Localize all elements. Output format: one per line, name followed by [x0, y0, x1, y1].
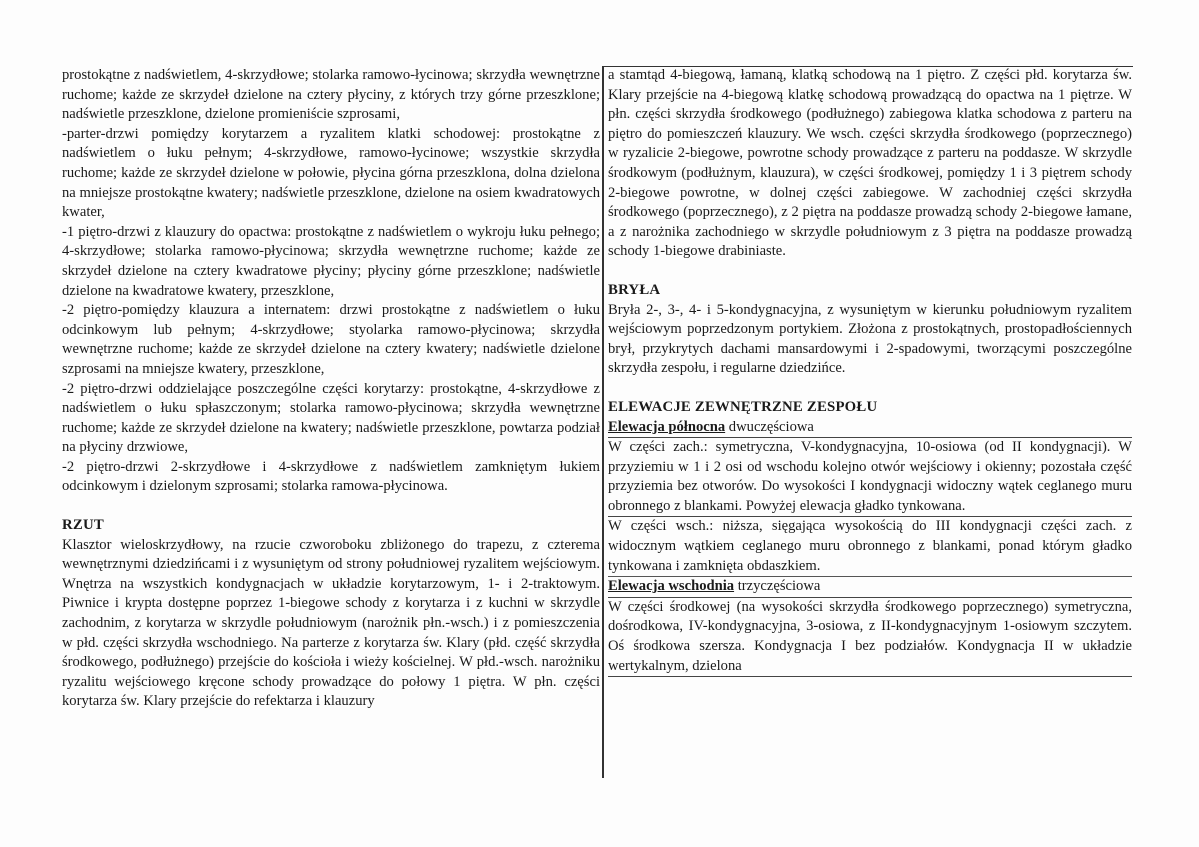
paragraph: -1 piętro-drzwi z klauzury do opactwa: prostokątne z nadświetlem o wykroju łuku pełnego; 4-skrzydłowe; stolarka ramowo-płycinowa; skrzydła wewnętrzne ruchome; każde ze skrzydeł dzielone na cztery kwadratowe płyciny; płyciny górne przeszklone; nadświetle dzielone na kwadratowe kwatery, przeszklone,	[62, 223, 600, 299]
right-column	[603, 66, 1132, 778]
paragraph-elewacja-polnocna-1: W części zach.: symetryczna, V-kondygnacyjna, 10-osiowa (od II kondygnacji). W przyziemiu w 1 i 2 osi od wschodu kolejno otwór wejściowy i okienny; pozostała część przyziemia bez otworów. Do wysokości I kondygnacji widoczny wątek ceglanego muru obronnego z blankami. Powyżej elewacja gładko tynkowana.	[608, 437, 1132, 517]
paragraph: -2 piętro-pomiędzy klauzura a internatem: drzwi prostokątne z nadświetlem o łuku odcinkowym lub pełnym; 4-skrzydłowe; styolarka ramowo-płycinowa; skrzydła wewnętrzne ruchome; każde ze skrzydeł dzielone na cztery kwatery; nadświetle dzielone szprosami na mniejsze kwatery, przeszklone,	[62, 302, 600, 377]
section-heading-bryla: BRYŁA	[608, 281, 661, 298]
paragraph: prostokątne z nadświetlem, 4-skrzydłowe; stolarka ramowo-łycinowa; skrzydła wewnętrzne ruchome; każde ze skrzydeł dzielone na cztery płyciny, z których trzy górne przeszklone; nadświetle przeszklone, dzielone promieniście szprosami,	[62, 67, 600, 123]
paragraph-rzut: Klasztor wieloskrzydłowy, na rzucie czworoboku zbliżonego do trapezu, z czterema wewnętrznymi dziedzińcami i z wysuniętym od strony południowej ryzalitem wejściowym. Wnętrza na wszystkich kondygnacjach w układzie korytarzowym, 1- i 2-traktowym. Piwnice i krypta dostępne poprzez 1-biegowe schody z korytarza i z kuchni w skrzydle zachodnim, z korytarza w skrzydle południowym (narożnik płn.-wsch.) i z pomieszczenia w płd. części skrzydła wschodniego. Na parterze z korytarza św. Klary (płd. część skrzydła środkowego, podłużnego) przejście do kościoła i wieży kościelnej. W płd.-wsch. narożniku ryzalitu wejściowego kręcone schody prowadzące do połowy 1 piętra. W płn. części korytarza św. Klary przejście do refektarza i klauzury	[62, 536, 600, 710]
paragraph: -parter-drzwi pomiędzy korytarzem a ryzalitem klatki schodowej: prostokątne z nadświetlem o łuku pełnym; 4-skrzydłowe, ramowo-łycinowe; wszystkie skrzydła ruchome; każde ze skrzydeł dzielone w połowie, płycina górna przeszklona, dolna dzielona na mniejsze prostokątne kwatery; nadświetle przeszklone, dzielone na osiem kwadratowych kwater,	[62, 125, 600, 221]
section-heading-elewacje: ELEWACJE ZEWNĘTRZNE ZESPOŁU	[608, 398, 878, 415]
subheading-suffix: dwuczęściowa	[725, 418, 814, 435]
paragraph: -2 piętro-drzwi oddzielające poszczególne części korytarzy: prostokątne, 4-skrzydłowe z nadświetlem o łuku spłaszczonym; stolarka ramowo-płycinowa; skrzydła wewnętrzne ruchome; każde ze skrzydeł dzielone na kwatery; nadświetle przeszklone, powtarza podział na płyciny drzwiowe,	[62, 380, 600, 456]
subheading-label: Elewacja północna	[608, 418, 726, 435]
subheading-elewacja-wschodnia	[608, 577, 1132, 597]
left-column	[62, 66, 600, 787]
paragraph: -2 piętro-drzwi 2-skrzydłowe i 4-skrzydłowe z nadświetlem zamkniętym łukiem odcinkowym i dzielonym szprosami; stolarka ramowa-płycinowa.	[62, 458, 600, 495]
paragraph-elewacja-polnocna-2: W części wsch.: niższa, sięgająca wysokością do III kondygnacji części zach. z widocznym wątkiem ceglanego muru obronnego z blankami, ponad którym gładko tynkowana i zamknięta obdaszkiem.	[608, 517, 1132, 577]
paragraph-elewacja-wschodnia-1: W części środkowej (na wysokości skrzydła środkowego poprzecznego) symetryczna, dośrodkowa, IV-kondygnacyjna, 3-osiowa, z II-kondygnacyjnym 1-osiowym szczytem. Oś środkowa szersza. Kondygnacja I bez podziałów. Kondygnacja II w układzie wertykalnym, dzielona	[608, 597, 1132, 677]
paragraph-rzut-continued: a stamtąd 4-biegową, łamaną, klatką schodową na 1 piętro. Z części płd. korytarza św. Klary przejście na 4-biegową klatkę schodową prowadzącą do opactwa na 1 piętrze. W płn. części skrzydła środkowego (podłużnego) zabiegowa klatka schodowa z parteru na piętro do pomieszczeń klauzury. We wsch. części skrzydła środkowego (poprzecznego) w ryzalicie 2-biegowe, powrotne schody prowadzące z parteru na poddasze. W skrzydle środkowym (podłużnym, klauzura), w części środkowej, pomiędzy 1 i 3 piętrem schody 2-biegowe powrotne, w dolnej części zabiegowe. W zachodniej części skrzydła środkowego (poprzecznego), z 2 piętra na poddasze prowadzą schody 2-biegowe łamane, a z narożnika zachodniego w skrzydle południowym z 3 piętra na poddasze prowadzą schody 1-biegowe drabiniaste.	[608, 67, 1132, 260]
subheading-suffix: trzyczęściowa	[734, 578, 821, 595]
paragraph-bryla: Bryła 2-, 3-, 4- i 5-kondygnacyjna, z wysuniętym w kierunku południowym ryzalitem wejściowym poprzedzonym portykiem. Złożona z prostokątnych, prostopadłościennych brył, przykrytych dachami mansardowymi i 2-spadowymi, tworzącymi poszczególne skrzydła zespołu, i regularne dziedzińce.	[608, 301, 1132, 377]
section-heading-rzut: RZUT	[62, 517, 104, 534]
subheading-label: Elewacja wschodnia	[608, 578, 735, 595]
subheading-elewacja-polnocna	[608, 418, 1132, 438]
